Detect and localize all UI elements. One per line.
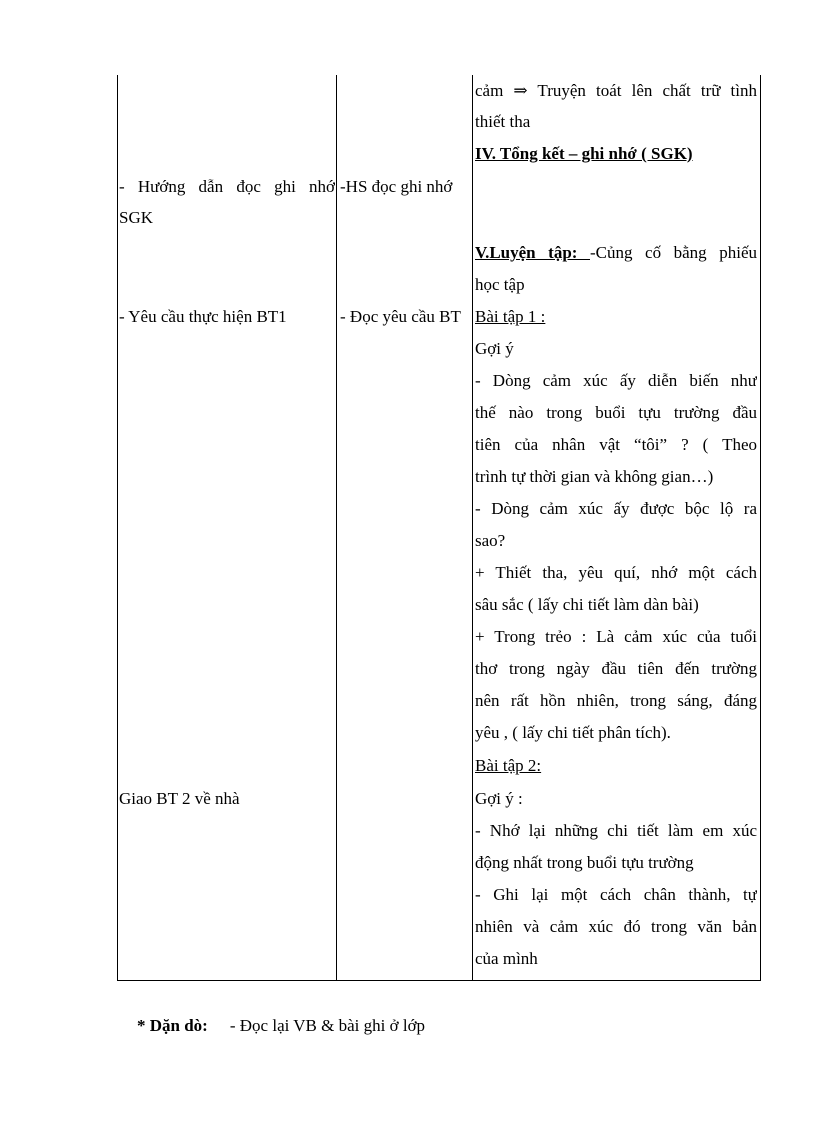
content-line: nên rất hồn nhiên, trong sáng, đáng	[475, 691, 757, 710]
activity-reading-guide: - Hướng dẫn đọc ghi nhớ	[119, 177, 335, 196]
exercise-2-heading: Bài tập 2:	[475, 756, 542, 775]
activity-exercise-1: - Yêu cầu thực hiện BT1	[119, 307, 287, 326]
content-line: thế nào trong buổi tựu trường đầu	[475, 403, 757, 422]
content-line: sâu sắc ( lấy chi tiết làm dàn bài)	[475, 595, 699, 614]
content-line: động nhất trong buổi tựu trường	[475, 853, 694, 872]
content-line: nhiên và cảm xúc đó trong văn bản	[475, 917, 757, 936]
practice-heading-text: -Củng cố bằng phiếu	[590, 243, 757, 262]
content-line: trình tự thời gian và không gian…)	[475, 467, 714, 486]
content-line: tiên của nhân vật “tôi” ? ( Theo	[475, 435, 757, 454]
section-heading-summary: IV. Tổng kết – ghi nhớ ( SGK)	[475, 144, 693, 163]
content-line: + Thiết tha, yêu quí, nhớ một cách	[475, 563, 757, 582]
lesson-table	[117, 75, 761, 981]
content-line: của mình	[475, 949, 538, 968]
table-border-bottom	[117, 980, 761, 981]
content-line: thiết tha	[475, 112, 531, 131]
table-border-left	[117, 75, 118, 981]
content-line: sao?	[475, 531, 506, 550]
content-line: yêu , ( lấy chi tiết phân tích).	[475, 723, 671, 742]
content-line: - Dòng cảm xúc ấy được bộc lộ ra	[475, 499, 757, 518]
exercise-1-heading: Bài tập 1 :	[475, 307, 546, 326]
content-line: - Ghi lại một cách chân thành, tự	[475, 885, 757, 904]
content-line: cảm ⇒ Truyện toát lên chất trữ tình	[475, 81, 757, 100]
content-line: + Trong trẻo : Là cảm xúc của tuổi	[475, 627, 757, 646]
content-line: - Dòng cảm xúc ấy diễn biến như	[475, 371, 757, 390]
homework-label: * Dặn dò:	[137, 1016, 208, 1035]
table-divider-1	[336, 75, 337, 981]
content-line: - Nhớ lại những chi tiết làm em xúc	[475, 821, 757, 840]
student-read-exercise: - Đọc yêu cầu BT	[340, 307, 461, 326]
section-heading-practice	[475, 237, 757, 268]
student-read-summary: -HS đọc ghi nhớ	[340, 177, 453, 196]
homework-text: - Đọc lại VB & bài ghi ở lớp	[229, 1016, 426, 1035]
content-line: học tập	[475, 275, 525, 294]
activity-reading-guide-cont: SGK	[119, 208, 154, 227]
hint-label: Gợi ý	[475, 339, 514, 358]
homework-note	[137, 1012, 425, 1040]
content-line: thơ trong ngày đầu tiên đến trường	[475, 659, 757, 678]
table-divider-2	[472, 75, 473, 981]
table-border-right	[760, 75, 761, 981]
hint-label: Gợi ý :	[475, 789, 523, 808]
activity-homework: Giao BT 2 về nhà	[119, 789, 240, 808]
practice-heading-label: V.Luyện tập:	[475, 243, 590, 262]
